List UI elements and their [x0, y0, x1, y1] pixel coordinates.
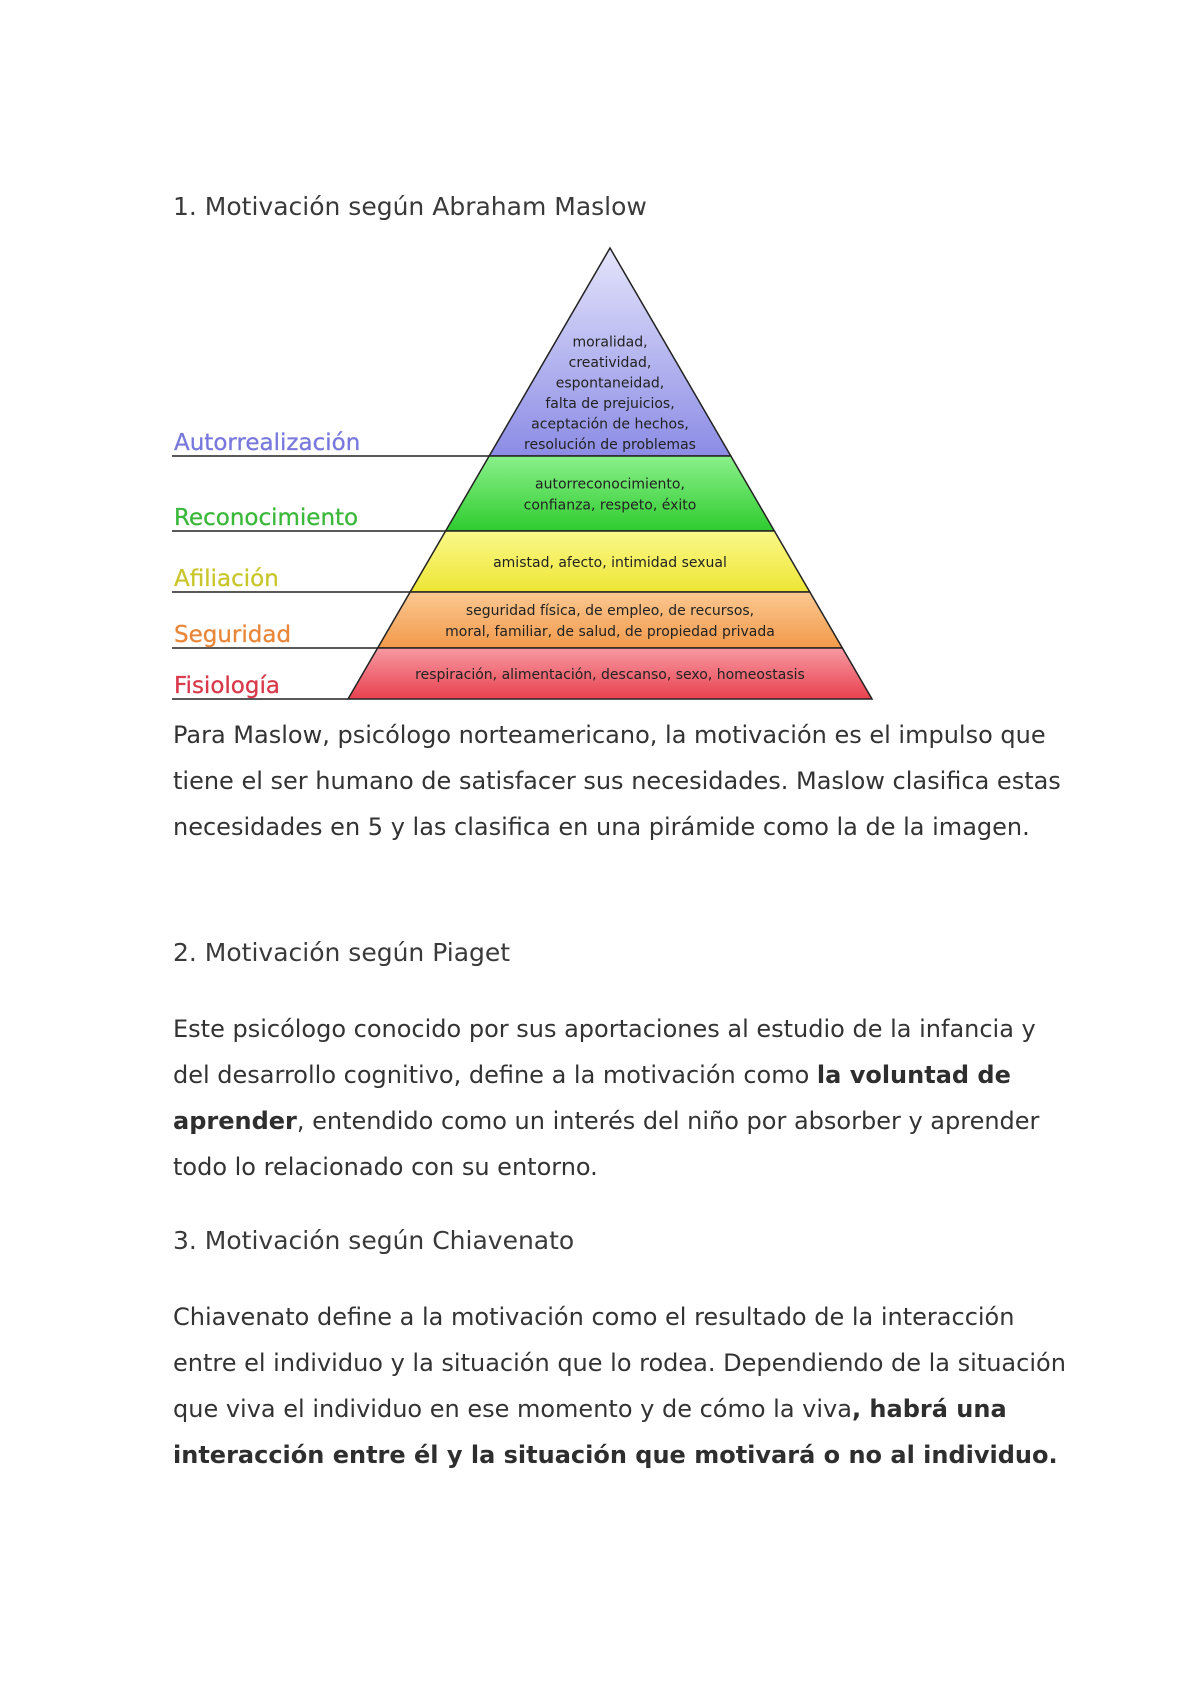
level-label: Fisiología [174, 673, 280, 699]
level-label: Seguridad [174, 622, 292, 648]
maslow-pyramid [170, 244, 882, 704]
section-heading-maslow: 1. Motivación según Abraham Maslow [173, 192, 647, 221]
level-label: Autorrealización [174, 430, 361, 456]
layer-text-line: aceptación de hechos, [531, 416, 689, 433]
layer-text-line: respiración, alimentación, descanso, sexo, homeostasis [415, 667, 805, 683]
pyramid-layer-2 [446, 456, 775, 531]
paragraph-chiavenato [173, 1294, 1073, 1478]
paragraph-bold-text: la voluntad de aprender [173, 1061, 1011, 1135]
level-label: Reconocimiento [174, 505, 359, 531]
paragraph-maslow [173, 712, 1073, 850]
section-heading-piaget: 2. Motivación según Piaget [173, 938, 511, 967]
layer-text-line: confianza, respeto, éxito [523, 497, 697, 514]
paragraph-text: , entendido como un interés del niño por absorber y aprender todo lo relacionado con su entorno. [173, 1107, 1040, 1181]
section-heading-chiavenato: 3. Motivación según Chiavenato [173, 1226, 575, 1255]
paragraph-text: Este psicólogo conocido por sus aportaciones al estudio de la infancia y del desarrollo cognitivo, define a la motivación como [173, 1015, 1036, 1089]
layer-text-line: moralidad, [572, 334, 648, 351]
layer-text-line: resolución de problemas [524, 437, 696, 453]
layer-text-line: amistad, afecto, intimidad sexual [493, 555, 727, 571]
layer-text-line: falta de prejuicios, [545, 396, 675, 412]
layer-text-line: creatividad, [568, 355, 652, 371]
paragraph-text: Para Maslow, psicólogo norteamericano, la motivación es el impulso que tiene el ser humano de satisfacer sus necesidades. Maslow clasifica estas necesidades en 5 y las clasifica en una pirámide como la de la imagen. [173, 721, 1061, 841]
paragraph-text: Chiavenato define a la motivación como el resultado de la interacción entre el individuo y la situación que lo rodea. Dependiendo de la situación que viva el individuo en ese momento y de cómo la viva [173, 1303, 1066, 1423]
paragraph-bold-text: , habrá una interacción entre él y la situación que motivará o no al individuo. [173, 1395, 1058, 1469]
layer-text-line: espontaneidad, [555, 375, 665, 392]
level-label: Afiliación [174, 566, 279, 592]
layer-text-line: moral, familiar, de salud, de propiedad privada [445, 624, 775, 640]
paragraph-piaget [173, 1006, 1073, 1190]
layer-text-line: autorreconocimiento, [535, 476, 685, 493]
layer-text-line: seguridad física, de empleo, de recursos, [465, 603, 755, 619]
maslow-pyramid-figure [170, 244, 882, 704]
